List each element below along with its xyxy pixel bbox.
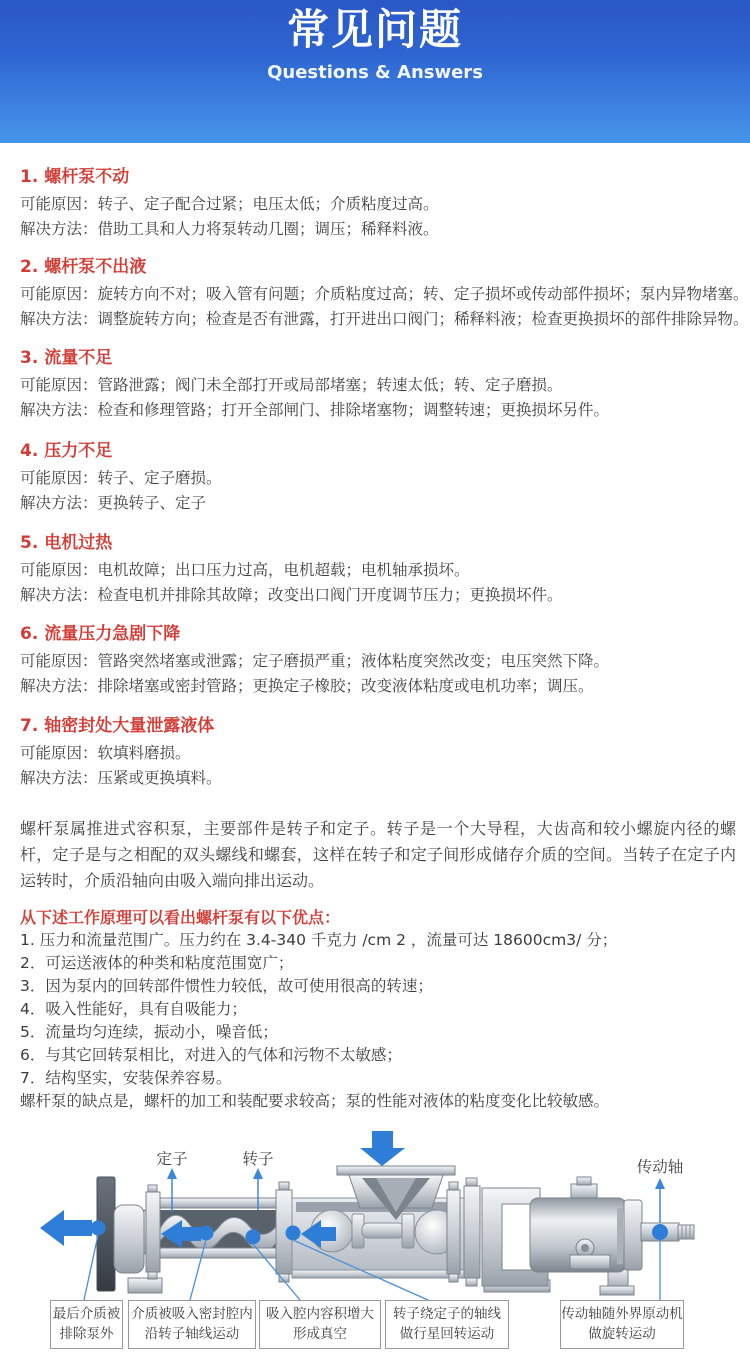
page-header [0, 0, 750, 143]
faq-item [20, 716, 744, 790]
faq-cause: 可能原因：管路突然堵塞或泄露；定子磨损严重；液体粘度突然改变；电压突然下降。 [20, 652, 610, 670]
faq-heading: 7. 轴密封处大量泄露液体 [20, 716, 215, 736]
caption-box: 介质被吸入密封腔内 沿转子轴线运动 [128, 1300, 256, 1349]
advantage-item: 3．因为泵内的回转部件惯性力较低，故可使用很高的转速； [20, 977, 433, 995]
drive-shaft-pointer-arrow-icon [655, 1178, 665, 1223]
pump-diagram [0, 1128, 750, 1372]
page-subtitle: Questions & Answers [267, 62, 483, 83]
faq-item [20, 167, 744, 241]
advantage-item: 5．流量均匀连续，振动小，噪音低； [20, 1023, 278, 1041]
advantages-drawback: 螺杆泵的缺点是，螺杆的加工和装配要求较高；泵的性能对液体的粘度变化比较敏感。 [20, 1092, 610, 1110]
faq-heading: 4. 压力不足 [20, 441, 113, 461]
faq-solution: 解决方法：检查和修理管路；打开全部闸门、排除堵塞物；调整转速；更换损坏另件。 [20, 400, 610, 419]
faq-heading: 5. 电机过热 [20, 533, 113, 553]
faq-solution: 解决方法：调整旋转方向；检查是否有泄露，打开进出口阀门；稀释料液；检查更换损坏的部件排除异物。 [20, 309, 749, 328]
callout-dot [652, 1224, 668, 1240]
faq-item [20, 533, 744, 607]
faq-cause: 可能原因：电机故障；出口压力过高，电机超载；电机轴承损坏。 [20, 561, 470, 579]
faq-item [20, 441, 744, 515]
advantage-item: 6．与其它回转泵相比，对进入的气体和污物不太敏感； [20, 1046, 402, 1064]
stator-label: 定子 [156, 1150, 188, 1168]
faq-heading: 6. 流量压力急剧下降 [20, 624, 181, 644]
page-title: 常见问题 [286, 5, 463, 54]
advantages-block [20, 906, 742, 1113]
caption-box: 最后介质被 排除泵外 [50, 1300, 123, 1349]
connecting-flanges [447, 1178, 480, 1286]
faq-heading: 3. 流量不足 [20, 348, 113, 368]
faq-heading: 1. 螺杆泵不动 [20, 167, 130, 187]
advantage-item: 1. 压力和流量范围广。压力约在 3.4-340 千克力 /cm 2 ，流量可达 18600cm3/ 分； [20, 931, 618, 949]
advantage-item: 7．结构坚实，安装保养容易。 [20, 1069, 232, 1087]
inlet-flow-arrow-icon [360, 1131, 405, 1166]
faq-solution: 解决方法：借助工具和人力将泵转动几圈；调压；稀释料液。 [20, 219, 439, 238]
rotor-label: 转子 [242, 1150, 274, 1168]
callout-dot [91, 1221, 106, 1236]
faq-heading: 2. 螺杆泵不出液 [20, 257, 147, 277]
pump-description: 螺杆泵属推进式容积泵，主要部件是转子和定子。转子是一个大导程，大齿高和较小螺旋内径的螺杆，定子是与之相配的双头螺线和螺套，这样在转子和定子间形成储存介质的空间。当转子在定子内运转时，介质沿轴向由吸入端向排出运动。 [20, 819, 736, 890]
advantages-intro: 从下述工作原理可以看出螺杆泵有以下优点： [20, 908, 341, 927]
faq-cause: 可能原因：软填料磨损。 [20, 744, 191, 762]
caption-box: 传动轴随外界原动机 做旋转运动 [560, 1300, 684, 1349]
faq-solution: 解决方法：更换转子、定子 [20, 493, 207, 512]
faq-cause: 可能原因：管路泄露；阀门未全部打开或局部堵塞；转速太低；转、定子磨损。 [20, 376, 563, 394]
caption-box: 吸入腔内容积增大 形成真空 [259, 1300, 381, 1349]
advantage-item: 2．可运送液体的种类和粘度范围宽广； [20, 954, 294, 972]
advantage-item: 4．吸入性能好，具有自吸能力； [20, 1000, 247, 1018]
drive-shaft-label: 传动轴 [636, 1158, 684, 1176]
faq-cause: 可能原因：转子、定子配合过紧；电压太低；介质粘度过高。 [20, 195, 439, 213]
faq-cause: 可能原因：旋转方向不对；吸入管有问题；介质粘度过高；转、定子损坏或传动部件损坏；泵内异物堵塞。 [20, 285, 749, 303]
faq-solution: 解决方法：压紧或更换填料。 [20, 768, 222, 787]
faq-cause: 可能原因：转子、定子磨损。 [20, 469, 222, 487]
caption-box: 转子绕定子的轴线 做行星回转运动 [385, 1300, 509, 1349]
drive-housing [530, 1177, 694, 1272]
discharge-flow-arrow-icon [40, 1210, 92, 1246]
callout-dot [199, 1226, 214, 1241]
faq-item [20, 624, 744, 698]
faq-solution: 解决方法：检查电机并排除其故障；改变出口阀门开度调节压力；更换损坏件。 [20, 585, 563, 604]
callout-dot [246, 1230, 261, 1245]
callout-dot [286, 1226, 301, 1241]
faq-item [20, 257, 749, 331]
faq-solution: 解决方法：排除堵塞或密封管路；更换定子橡胶；改变液体粘度或电机功率；调压。 [20, 676, 594, 695]
faq-item [20, 348, 744, 422]
